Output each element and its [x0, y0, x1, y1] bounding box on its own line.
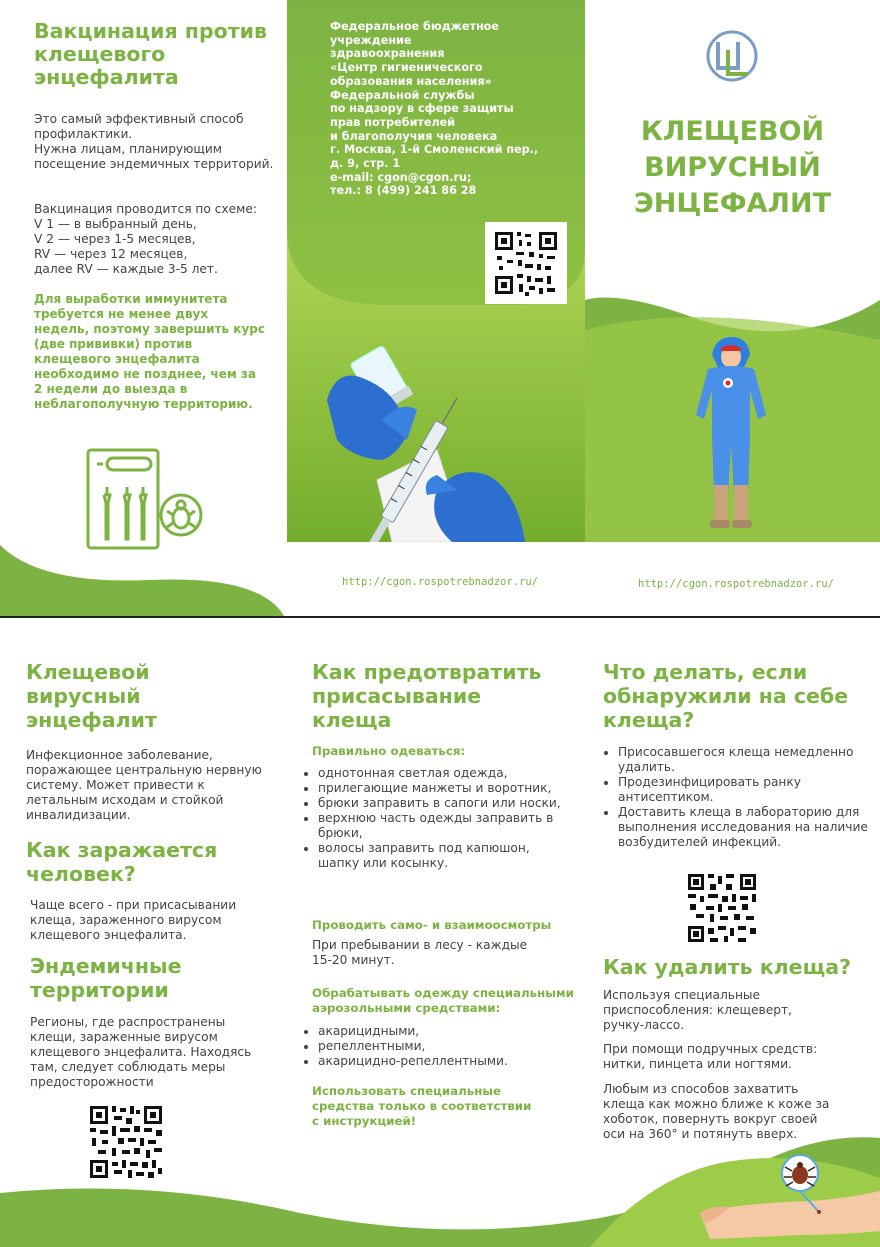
list-item: • однотонная светлая одежда,: [318, 766, 566, 781]
title-line: ЭНЦЕФАЛИТ: [633, 188, 831, 219]
vaccination-intro: [34, 112, 274, 172]
title-line: КЛЕЩЕВОЙ: [640, 116, 825, 147]
page-2: [0, 618, 880, 1247]
found-tick-title: Что делать, если обнаружили на себе клеща?: [603, 660, 849, 732]
schedule-line: RV — через 12 месяцев,: [34, 247, 188, 261]
org-line: здравоохранения: [330, 47, 445, 61]
schedule-line: далее RV — каждые 3-5 лет.: [34, 262, 218, 276]
organization-logo: [706, 30, 758, 82]
website-link-middle[interactable]: http://cgon.rospotrebnadzor.ru/: [342, 576, 538, 588]
org-line: e-mail: cgon@cgon.ru;: [330, 170, 472, 184]
list-item: • волосы заправить под капюшон, шапку или косынку.: [318, 841, 566, 871]
org-line: д. 9, стр. 1: [330, 157, 401, 171]
list-item: • прилегающие манжеты и воротник,: [318, 781, 566, 796]
remove-tick-text-2: При помощи подручных средств: нитки, пинцета или ногтями.: [603, 1042, 818, 1071]
intro-line-1: Это самый эффективный способ профилактики.: [34, 112, 244, 141]
infection-title: Как заражается человек?: [26, 838, 218, 886]
inspection-subtitle: Проводить само- и взаимоосмотры: [312, 918, 552, 932]
prevention-title: Как предотвратить присасывание клеща: [312, 660, 542, 732]
title-line: ВИРУСНЫЙ: [644, 152, 821, 183]
organization-info: [330, 20, 570, 198]
vaccination-note: Для выработки иммунитета требуется не менее двух недель, поэтому завершить курс (две прививки) против клещевого энцефалита необходимо не позднее, чем за 2 недели до выезда в неблагополучную территорию.: [34, 292, 265, 411]
vaccination-schedule: [34, 202, 274, 277]
schedule-line: Вакцинация проводится по схеме:: [34, 202, 257, 216]
tbe-title: Клещевой вирусный энцефалит: [26, 660, 157, 732]
org-line: Федеральной службы: [330, 88, 475, 102]
qr-code-right: [686, 872, 758, 944]
list-item: • брюки заправить в сапоги или носки,: [318, 796, 566, 811]
list-item: • Доставить клеща в лабораторию для выполнения исследования на наличие возбудителей инфекций.: [618, 805, 868, 850]
protective-suit-person: [680, 335, 780, 535]
vaccine-icon: [85, 445, 205, 555]
list-item: • Присосавшегося клеща немедленно удалить.: [618, 745, 868, 775]
page-1: [0, 0, 880, 616]
endemic-title: Эндемичные территории: [30, 954, 182, 1002]
list-item: • верхнюю часть одежды заправить в брюки,: [318, 811, 566, 841]
found-tick-list: [600, 745, 868, 850]
tick-on-arm-illustration: [700, 1153, 880, 1247]
intro-line-2: Нужна лицам, планирующим посещение эндемичных территорий.: [34, 142, 274, 171]
dress-subtitle: Правильно одеваться:: [312, 744, 466, 758]
schedule-line: V 2 — через 1-5 месяцев,: [34, 232, 196, 246]
instructions-note: Использовать специальные средства только в соответствии с инструкцией!: [312, 1084, 532, 1128]
org-line: тел.: 8 (499) 241 86 28: [330, 184, 477, 198]
syringe-illustration: [287, 340, 585, 542]
spray-list: [300, 1024, 566, 1069]
org-line: образования населения»: [330, 74, 492, 88]
org-line: прав потребителей: [330, 115, 456, 129]
website-link-right[interactable]: http://cgon.rospotrebnadzor.ru/: [638, 578, 834, 590]
org-line: «Центр гигиенического: [330, 61, 483, 75]
list-item: • акарицидными,: [318, 1024, 566, 1039]
vaccination-title: Вакцинация против клещевого энцефалита: [34, 19, 267, 89]
remove-tick-title: Как удалить клеща?: [603, 955, 851, 979]
org-line: и благополучия человека: [330, 129, 498, 143]
tbe-description: Инфекционное заболевание, поражающее центральную нервную систему. Может привести к летальным исходам и стойкой инвалидизации.: [26, 748, 262, 822]
qr-code-left: [88, 1104, 164, 1180]
org-line: Федеральное бюджетное: [330, 20, 499, 33]
remove-tick-text-3: Любым из способов захватить клеща как можно ближе к коже за хоботок, повернуть вокруг своей оси на 360° и потянуть вверх.: [603, 1082, 830, 1141]
dress-list: [300, 766, 566, 871]
infection-description: Чаще всего - при присасывании клеща, зараженного вирусом клещевого энцефалита.: [30, 898, 237, 942]
remove-tick-text-1: Используя специальные приспособления: клещеверт, ручку-лассо.: [603, 988, 792, 1032]
org-line: г. Москва, 1-й Смоленский пер.,: [330, 143, 539, 157]
inspection-text: При пребывании в лесу - каждые 15-20 минут.: [312, 938, 528, 967]
list-item: • репеллентными,: [318, 1039, 566, 1054]
qr-code-contact: [485, 222, 567, 304]
brochure-title: [600, 114, 865, 222]
schedule-line: V 1 — в выбранный день,: [34, 217, 197, 231]
list-item: • акарицидно-репеллентными.: [318, 1054, 566, 1069]
list-item: • Продезинфицировать ранку антисептиком.: [618, 775, 868, 805]
endemic-description: Регионы, где распространены клещи, зараженные вирусом клещевого энцефалита. Находясь там, следует соблюдать меры предосторожности: [30, 1015, 252, 1089]
org-line: по надзору в сфере защиты: [330, 102, 514, 116]
spray-subtitle: Обрабатывать одежду специальными аэрозольными средствами:: [312, 986, 574, 1015]
org-line: учреждение: [330, 33, 412, 47]
